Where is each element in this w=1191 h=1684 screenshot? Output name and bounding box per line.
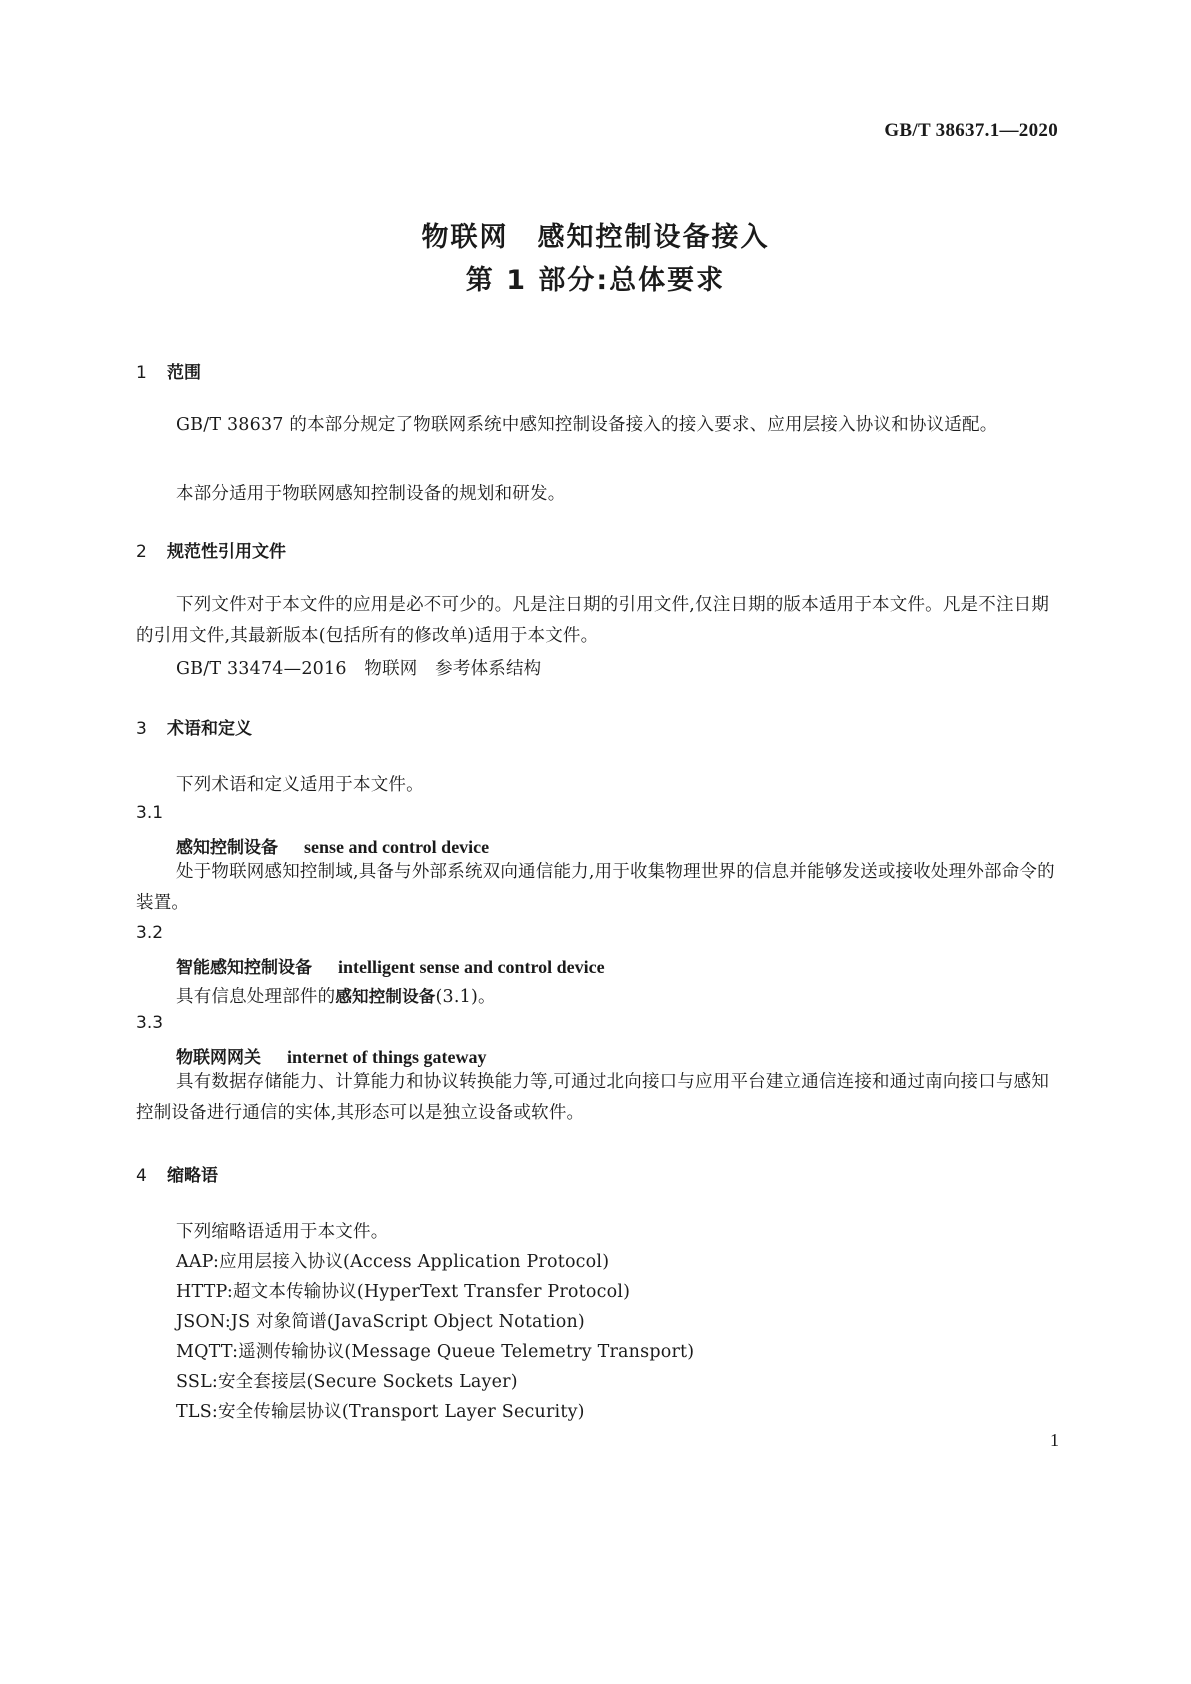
term-number: 3.2: [136, 923, 164, 943]
term-entry: [176, 1043, 486, 1068]
section-title: 范围: [167, 363, 201, 383]
section-heading-terms: [136, 714, 252, 739]
term-zh: 感知控制设备: [176, 838, 278, 858]
definition-term-reference: 感知控制设备: [335, 987, 436, 1006]
definition-text: 具有信息处理部件的: [176, 987, 336, 1007]
abbreviation-item: AAP:应用层接入协议(Access Application Protocol): [176, 1252, 610, 1272]
paragraph-text: GB/T 38637 的本部分规定了物联网系统中感知控制设备接入的接入要求、应用层接入协议和协议适配。: [176, 415, 998, 435]
definition-text: 具有数据存储能力、计算能力和协议转换能力等,可通过北向接口与应用平台建立通信连接和通过南向接口与感知控制设备进行通信的实体,其形态可以是独立设备或软件。: [136, 1072, 1050, 1123]
paragraph-text: 下列文件对于本文件的应用是必不可少的。凡是注日期的引用文件,仅注日期的版本适用于本文件。凡是不注日期的引用文件,其最新版本(包括所有的修改单)适用于本文件。: [136, 595, 1050, 646]
definition-text: 处于物联网感知控制域,具备与外部系统双向通信能力,用于收集物理世界的信息并能够发送或接收处理外部命令的装置。: [136, 862, 1055, 913]
term-definition: [136, 1067, 1056, 1129]
abbreviation-item: HTTP:超文本传输协议(HyperText Transfer Protocol): [176, 1282, 631, 1302]
term-number: 3.1: [136, 803, 164, 823]
abbreviation-item: MQTT:遥测传输协议(Message Queue Telemetry Transport): [176, 1342, 695, 1362]
section-heading-scope: [136, 358, 201, 383]
section-number: 4: [136, 1166, 147, 1186]
standard-code: GB/T 38637.1—2020: [884, 120, 1058, 141]
abbreviation-item: TLS:安全传输层协议(Transport Layer Security): [176, 1402, 585, 1422]
paragraph: 下列缩略语适用于本文件。: [176, 1222, 389, 1242]
section-title: 术语和定义: [167, 719, 252, 739]
term-definition: [136, 857, 1056, 919]
abbreviation-item: SSL:安全套接层(Secure Sockets Layer): [176, 1372, 518, 1392]
document-title: 物联网 感知控制设备接入: [421, 222, 770, 253]
term-zh: 智能感知控制设备: [176, 958, 312, 978]
definition-text: (3.1)。: [435, 987, 496, 1007]
term-entry: [176, 833, 489, 858]
section-heading-abbreviations: [136, 1161, 218, 1186]
section-number: 2: [136, 542, 147, 562]
section-number: 1: [136, 363, 147, 383]
term-entry: [176, 953, 605, 978]
term-en: internet of things gateway: [287, 1047, 487, 1067]
term-number: 3.3: [136, 1013, 164, 1033]
paragraph: [136, 410, 1056, 441]
section-title: 规范性引用文件: [167, 542, 286, 562]
term-definition: [176, 983, 496, 1008]
paragraph: [136, 590, 1056, 652]
document-subtitle: 第 1 部分:总体要求: [465, 265, 726, 296]
section-number: 3: [136, 719, 147, 739]
paragraph: 下列术语和定义适用于本文件。: [176, 775, 424, 795]
term-en: intelligent sense and control device: [338, 957, 605, 977]
term-zh: 物联网网关: [176, 1048, 261, 1068]
paragraph: 本部分适用于物联网感知控制设备的规划和研发。: [176, 484, 566, 504]
section-heading-normative-references: [136, 537, 286, 562]
abbreviation-item: JSON:JS 对象简谱(JavaScript Object Notation): [176, 1312, 585, 1332]
term-en: sense and control device: [304, 837, 490, 857]
page-number: 1: [1050, 1430, 1059, 1450]
section-title: 缩略语: [167, 1166, 218, 1186]
reference-item: GB/T 33474—2016 物联网 参考体系结构: [176, 659, 542, 679]
